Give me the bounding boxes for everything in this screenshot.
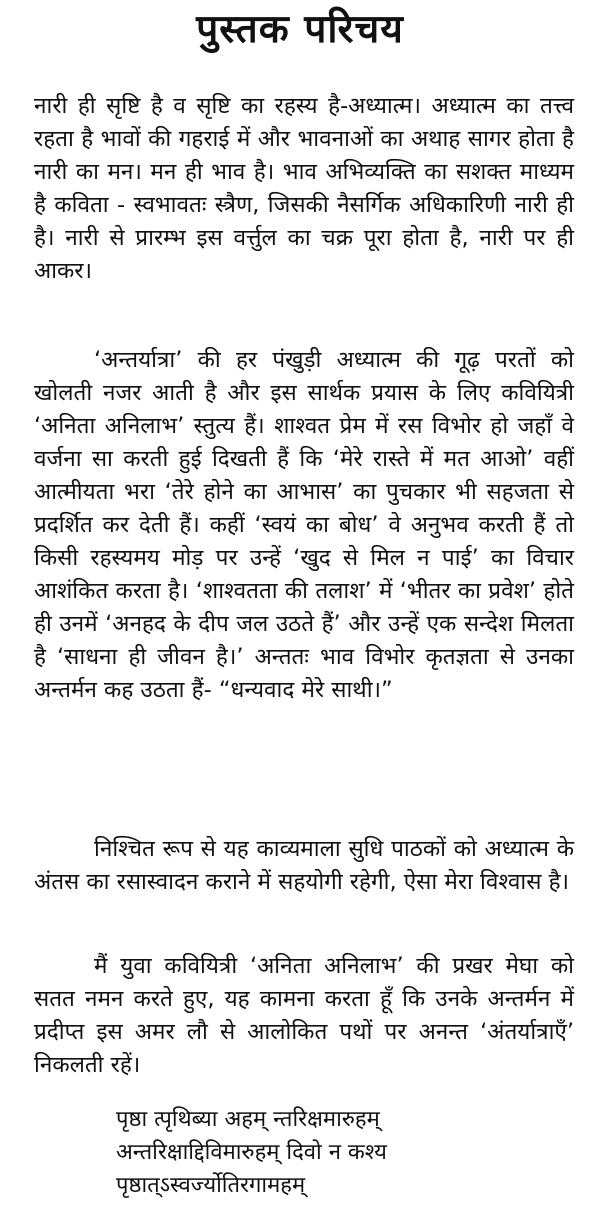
page-title: पुस्तक परिचय — [196, 7, 404, 52]
paragraph-2: ‘अन्तर्यात्रा’ की हर पंखुड़ी अध्यात्म की गूढ़ परतों को खोलती नजर आती है और इस सार्थक प्रयास के लिए कवियित्री ‘अनिता अनिलाभ’ स्तुत्य हैं। शाश्वत प्रेम में रस विभोर हो जहाँ वे वर्जना सा करती हुई दिखती हैं कि ‘मेरे रास्ते में मत आओ’ वहीं आत्मीयता भरा ‘तेरे होने का आभास’ का पुचकार भी सहजता से प्रदर्शित कर देती हैं। कहीं ‘स्वयं का बोध’ वे अनुभव करती हैं तो किसी रहस्यमय मोड़ पर उन्हें ‘खुद से मिल न पाई’ का विचार आशंकित करता है। ‘शाश्वतता की तलाश’ में ‘भीतर का प्रवेश’ होते ही उनमें ‘अनहद के दीप जल उठते हैं’ और उन्हें एक सन्देश मिलता है ‘साधना ही जीवन है।’ अन्ततः भाव विभोर कृतज्ञता से उनका अन्तर्मन कह उठता हैं- “धन्यवाद मेरे साथी।” — [34, 347, 574, 703]
verse-line-1: पृष्ठा त्पृथिब्या अहम् न्तरिक्षमारुहम् — [116, 1107, 380, 1132]
paragraph-3: निश्चित रूप से यह काव्यमाला सुधि पाठकों को अध्यात्म के अंतस का रसास्वादन कराने में सहयोगी रहेगी, ऐसा मेरा विश्वास है। — [34, 836, 574, 895]
verse-line-2: अन्तरिक्षाद्दिविमारुहम् दिवो न कश्य — [116, 1140, 387, 1165]
paragraph-4: मैं युवा कवियित्री ‘अनिता अनिलाभ’ की प्रखर मेघा को सतत नमन करते हुए, यह कामना करता हूँ कि उनके अन्तर्मन में प्रदीप्त इस अमर लौ से आलोकित पथों पर अनन्त ‘अंतर्यात्राएँ’ निकलती रहें। — [34, 953, 574, 1078]
paragraph-1: नारी ही सृष्टि है व सृष्टि का रहस्य है-अध्यात्म। अध्यात्म का तत्त्व रहता है भावों की गहराई में और भावनाओं का अथाह सागर होता है नारी का मन। मन ही भाव है। भाव अभिव्यक्ति का सशक्त माध्यम है कविता - स्वभावतः स्त्रैण, जिसकी नैसर्गिक अधिकारिणी नारी ही है। नारी से प्रारम्भ इस वर्त्तुल का चक्र पूरा होता है, नारी पर ही आकर। — [34, 93, 574, 284]
sanskrit-verse — [116, 1103, 556, 1202]
verse-line-3: पृष्ठात्ऽस्वर्ज्योतिरगामहम् — [116, 1173, 306, 1198]
